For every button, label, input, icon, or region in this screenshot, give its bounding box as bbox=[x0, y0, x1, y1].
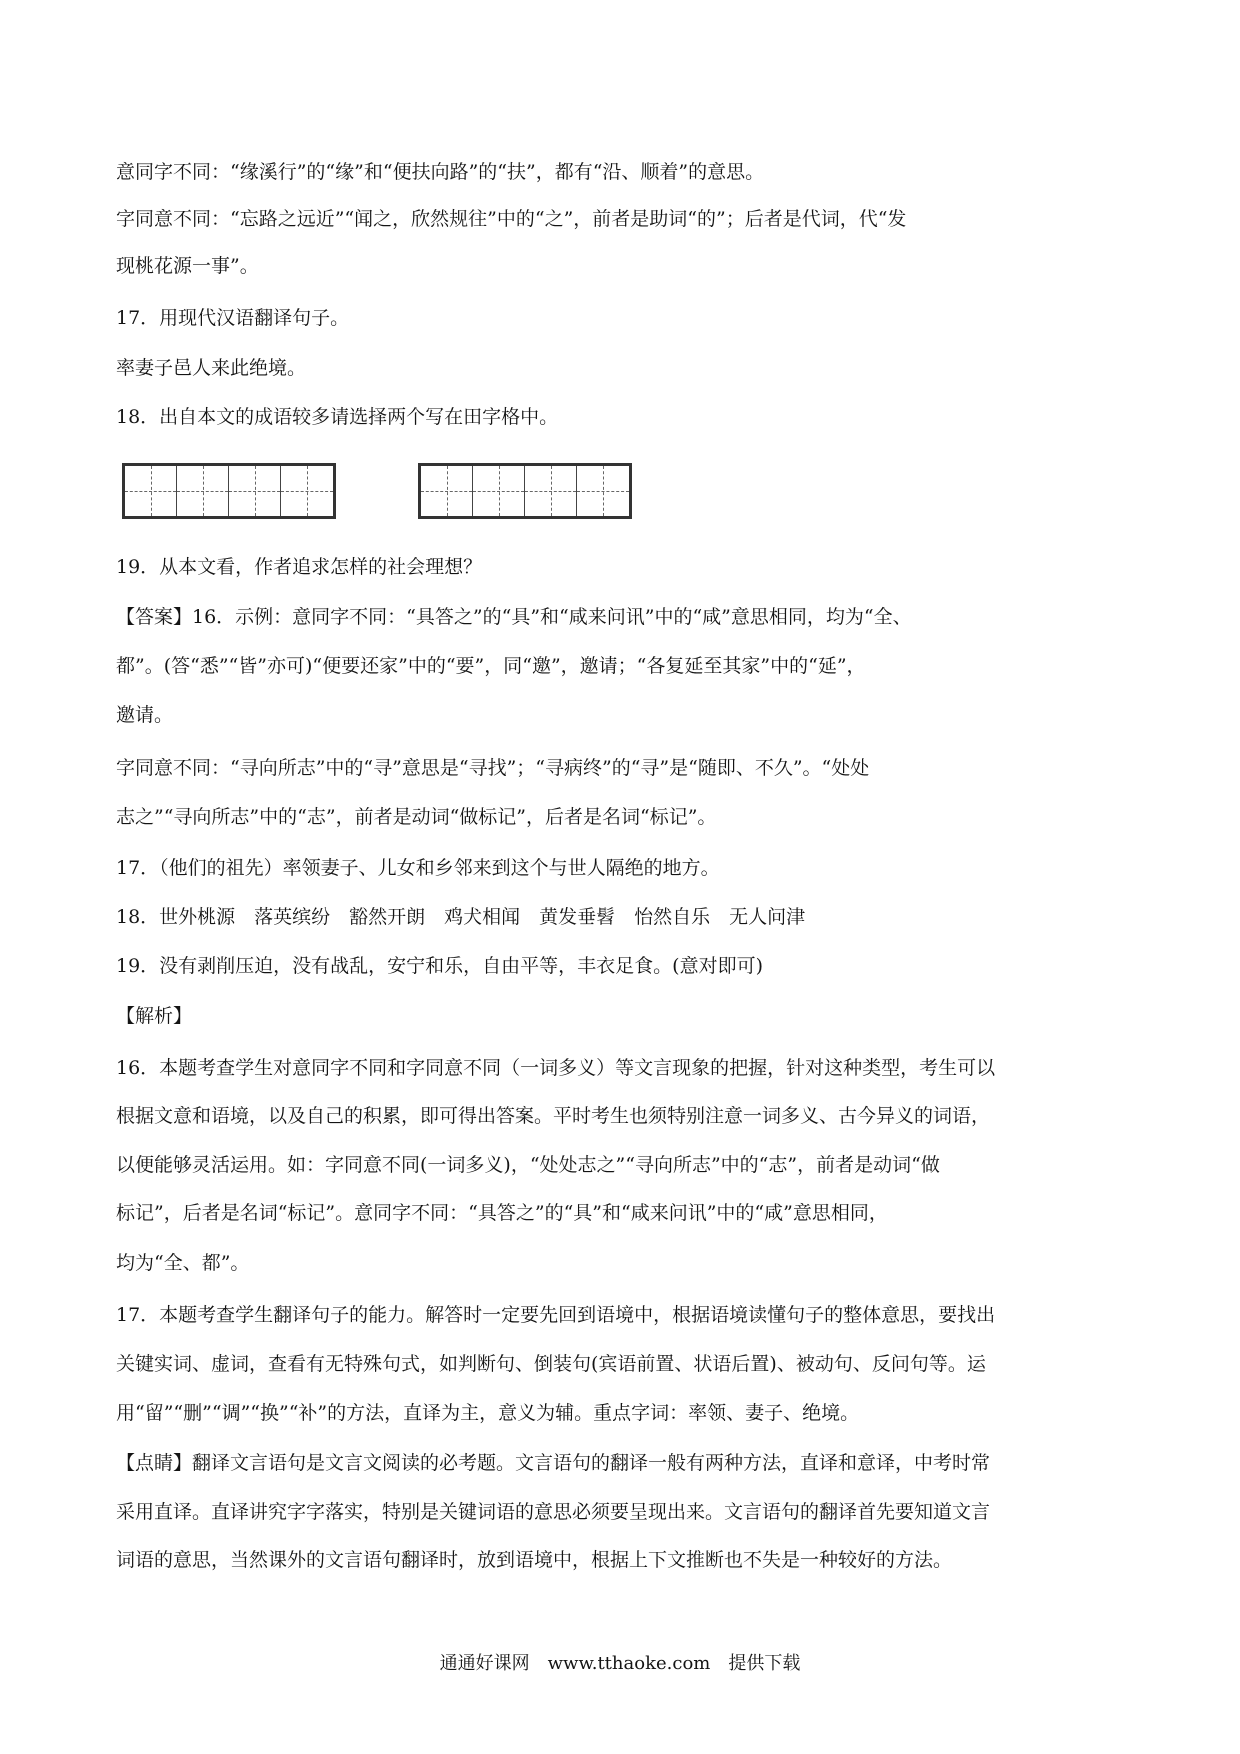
grid-cell bbox=[177, 466, 229, 516]
analysis-line: 关键实词、虚词，查看有无特殊句式，如判断句、倒装句(宾语前置、状语后置)、被动句、反问句等。运 bbox=[116, 1353, 986, 1375]
text-line: 字同意不同：“忘路之远近”“闻之，欣然规往”中的“之”，前者是助词“的”；后者是代词，代“发 bbox=[116, 208, 907, 230]
question-17: 17．用现代汉语翻译句子。 bbox=[116, 307, 350, 329]
analysis-line: 用“留”“删”“调”“换”“补”的方法，直译为主，意义为辅。重点字词：率领、妻子、绝境。 bbox=[116, 1402, 860, 1424]
analysis-line: 均为“全、都”。 bbox=[116, 1252, 250, 1274]
text-line: 率妻子邑人来此绝境。 bbox=[116, 357, 307, 379]
grid-cell bbox=[473, 466, 525, 516]
answer-line: 18．世外桃源 落英缤纷 豁然开朗 鸡犬相闻 黄发垂髫 怡然自乐 无人问津 bbox=[116, 906, 806, 928]
answer-line: 17．（他们的祖先）率领妻子、儿女和乡邻来到这个与世人隔绝的地方。 bbox=[116, 857, 720, 879]
tianzi-grid-1 bbox=[122, 463, 336, 519]
answer-line: 都”。(答“悉”“皆”亦可)“便要还家”中的“要”，同“邀”，邀请；“各复延至其家”中的“延”， bbox=[116, 655, 866, 677]
tip-line: 采用直译。直译讲究字字落实，特别是关键词语的意思必须要呈现出来。文言语句的翻译首先要知道文言 bbox=[116, 1501, 991, 1523]
answer-line: 【答案】16．示例：意同字不同：“具答之”的“具”和“咸来问讯”中的“咸”意思相同，均为“全、 bbox=[116, 606, 912, 628]
text-line: 现桃花源一事”。 bbox=[116, 255, 259, 277]
tip-line: 词语的意思，当然课外的文言语句翻译时，放到语境中，根据上下文推断也不失是一种较好的方法。 bbox=[116, 1549, 953, 1571]
tianzi-grid-area bbox=[116, 463, 1126, 523]
analysis-line: 以便能够灵活运用。如：字同意不同(一词多义)，“处处志之”“寻向所志”中的“志”，前者是动词“做 bbox=[116, 1154, 940, 1176]
grid-cell bbox=[281, 466, 333, 516]
analysis-line: 标记”，后者是名词“标记”。意同字不同：“具答之”的“具”和“咸来问讯”中的“咸”意思相同， bbox=[116, 1202, 888, 1224]
question-18: 18．出自本文的成语较多请选择两个写在田字格中。 bbox=[116, 406, 559, 428]
grid-cell bbox=[229, 466, 281, 516]
text-line: 意同字不同：“缘溪行”的“缘”和“便扶向路”的“扶”，都有“沿、顺着”的意思。 bbox=[116, 161, 765, 183]
analysis-heading: 【解析】 bbox=[116, 1005, 193, 1027]
page-footer: 通通好课网 www.tthaoke.com 提供下载 bbox=[439, 1653, 801, 1674]
grid-cell bbox=[577, 466, 629, 516]
grid-cell bbox=[525, 466, 577, 516]
answer-line: 字同意不同：“寻向所志”中的“寻”意思是“寻找”；“寻病终”的“寻”是“随即、不久”。“处处 bbox=[116, 757, 870, 779]
answer-line: 志之”“寻向所志”中的“志”，前者是动词“做标记”，后者是名词“标记”。 bbox=[116, 806, 717, 828]
grid-cell bbox=[421, 466, 473, 516]
answer-line: 邀请。 bbox=[116, 704, 174, 726]
analysis-line: 17．本题考查学生翻译句子的能力。解答时一定要先回到语境中，根据语境读懂句子的整体意思，要找出 bbox=[116, 1304, 996, 1326]
answer-line: 19．没有剥削压迫，没有战乱，安宁和乐，自由平等，丰衣足食。(意对即可) bbox=[116, 955, 764, 977]
question-19: 19．从本文看，作者追求怎样的社会理想？ bbox=[116, 556, 483, 578]
analysis-line: 16．本题考查学生对意同字不同和字同意不同（一词多义）等文言现象的把握，针对这种类型，考生可以 bbox=[116, 1057, 996, 1079]
tianzi-grid-2 bbox=[418, 463, 632, 519]
analysis-line: 根据文意和语境，以及自己的积累，即可得出答案。平时考生也须特别注意一词多义、古今异义的词语， bbox=[116, 1105, 991, 1127]
tip-line: 【点睛】翻译文言语句是文言文阅读的必考题。文言语句的翻译一般有两种方法，直译和意译，中考时常 bbox=[116, 1452, 991, 1474]
grid-cell bbox=[125, 466, 177, 516]
